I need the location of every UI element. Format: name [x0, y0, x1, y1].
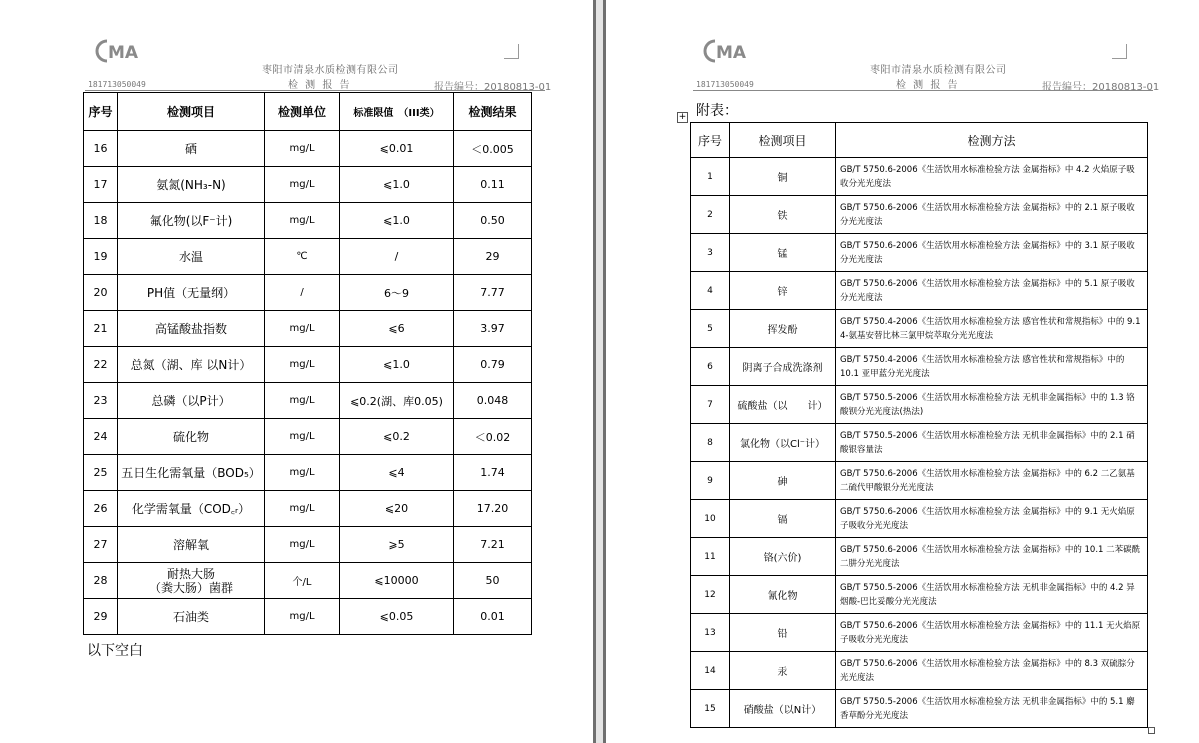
- cell-unit: mg/L: [265, 203, 340, 239]
- cell-no: 14: [691, 652, 730, 690]
- cell-no: 7: [691, 386, 730, 424]
- header-limit: 标准限值 （III类）: [340, 93, 454, 131]
- document-page-right: [606, 0, 1199, 743]
- cell-result: 50: [454, 563, 532, 599]
- cell-no: 8: [691, 424, 730, 462]
- cell-item: 挥发酚: [730, 310, 836, 348]
- cell-no: 9: [691, 462, 730, 500]
- cell-method: GB/T 5750.4-2006《生活饮用水标准检验方法 感官性状和常规指标》中的 10.1 亚甲蓝分光光度法: [836, 348, 1148, 386]
- table-row: [84, 455, 532, 491]
- cell-method: GB/T 5750.6-2006《生活饮用水标准检验方法 金属指标》中的 8.3 双硫腙分光光度法: [836, 652, 1148, 690]
- cell-item: 水温: [118, 239, 265, 275]
- cell-item: 铁: [730, 196, 836, 234]
- cell-limit: /: [340, 239, 454, 275]
- table-row: [691, 196, 1148, 234]
- cell-limit: ⩽1.0: [340, 347, 454, 383]
- cell-item: 溶解氧: [118, 527, 265, 563]
- cell-no: 29: [84, 599, 118, 635]
- cell-result: ＜0.02: [454, 419, 532, 455]
- cell-no: 18: [84, 203, 118, 239]
- cell-item: 铬(六价): [730, 538, 836, 576]
- table-row: [84, 599, 532, 635]
- page-gutter: [596, 0, 603, 743]
- table-row: [84, 167, 532, 203]
- cell-item: 硒: [118, 131, 265, 167]
- table-row: [691, 386, 1148, 424]
- cell-no: 3: [691, 234, 730, 272]
- header-item: 检测项目: [118, 93, 265, 131]
- cell-unit: mg/L: [265, 491, 340, 527]
- table-row: [691, 690, 1148, 728]
- cell-unit: mg/L: [265, 383, 340, 419]
- cell-result: 0.048: [454, 383, 532, 419]
- cell-result: 7.77: [454, 275, 532, 311]
- cell-unit: mg/L: [265, 167, 340, 203]
- cell-no: 28: [84, 563, 118, 599]
- table-row: [691, 348, 1148, 386]
- cell-no: 11: [691, 538, 730, 576]
- table-row: [691, 576, 1148, 614]
- cell-limit: ⩽4: [340, 455, 454, 491]
- table-row: [691, 158, 1148, 196]
- header-result: 检测结果: [454, 93, 532, 131]
- cell-item: 总氮（湖、库 以N计）: [118, 347, 265, 383]
- cell-unit: mg/L: [265, 419, 340, 455]
- cell-item: 氟化物(以F⁻计): [118, 203, 265, 239]
- cell-limit: ⩽0.2: [340, 419, 454, 455]
- table-row: [691, 310, 1148, 348]
- table-row: [84, 131, 532, 167]
- cell-item: 耐热大肠 （粪大肠）菌群: [118, 563, 265, 599]
- cell-result: 17.20: [454, 491, 532, 527]
- cell-method: GB/T 5750.6-2006《生活饮用水标准检验方法 金属指标》中的 11.1 无火焰原子吸收分光光度法: [836, 614, 1148, 652]
- cell-unit: mg/L: [265, 455, 340, 491]
- table-row: [691, 500, 1148, 538]
- cell-result: 7.21: [454, 527, 532, 563]
- results-table: [83, 92, 532, 635]
- document-page-left: [0, 0, 593, 743]
- table-row: [691, 652, 1148, 690]
- cell-item: 高锰酸盐指数: [118, 311, 265, 347]
- table-row: [84, 563, 532, 599]
- cell-item: 锌: [730, 272, 836, 310]
- cell-no: 2: [691, 196, 730, 234]
- page-corner-mark: [504, 44, 519, 59]
- cell-item: 化学需氧量（COD꜀ᵣ）: [118, 491, 265, 527]
- cell-no: 15: [691, 690, 730, 728]
- cell-no: 21: [84, 311, 118, 347]
- header-rule: [693, 90, 1153, 91]
- cell-result: 29: [454, 239, 532, 275]
- table-row: [84, 527, 532, 563]
- cell-item: 镉: [730, 500, 836, 538]
- table-row: [691, 272, 1148, 310]
- cell-method: GB/T 5750.5-2006《生活饮用水标准检验方法 无机非金属指标》中的 4.2 异烟酸-巴比妥酸分光光度法: [836, 576, 1148, 614]
- cell-unit: mg/L: [265, 599, 340, 635]
- cell-limit: ⩽6: [340, 311, 454, 347]
- cell-item: 总磷（以P计）: [118, 383, 265, 419]
- cell-limit: ⩽0.05: [340, 599, 454, 635]
- table-move-handle-icon[interactable]: +: [678, 112, 687, 122]
- cell-no: 27: [84, 527, 118, 563]
- table-row: [84, 419, 532, 455]
- cell-result: 0.01: [454, 599, 532, 635]
- header-no: 序号: [84, 93, 118, 131]
- cell-limit: ⩾5: [340, 527, 454, 563]
- cell-method: GB/T 5750.6-2006《生活饮用水标准检验方法 金属指标》中的 10.1 二苯碳酰二肼分光光度法: [836, 538, 1148, 576]
- cell-limit: ⩽10000: [340, 563, 454, 599]
- cell-no: 25: [84, 455, 118, 491]
- cell-limit: ⩽1.0: [340, 203, 454, 239]
- cell-limit: ⩽20: [340, 491, 454, 527]
- cell-unit: /: [265, 275, 340, 311]
- cell-result: 1.74: [454, 455, 532, 491]
- cell-result: ＜0.005: [454, 131, 532, 167]
- header-no: 序号: [691, 123, 730, 158]
- cell-item: 砷: [730, 462, 836, 500]
- serial-number: 181713050049: [696, 80, 754, 89]
- cell-method: GB/T 5750.6-2006《生活饮用水标准检验方法 金属指标》中的 5.1 原子吸收分光光度法: [836, 272, 1148, 310]
- cell-item: PH值（无量纲）: [118, 275, 265, 311]
- cell-item: 硝酸盐（以N计）: [730, 690, 836, 728]
- methods-table: [690, 122, 1148, 728]
- cell-result: 0.11: [454, 167, 532, 203]
- report-title: 检 测 报 告: [896, 80, 960, 91]
- cell-unit: mg/L: [265, 131, 340, 167]
- table-row: [84, 275, 532, 311]
- cell-unit: mg/L: [265, 347, 340, 383]
- cell-unit: mg/L: [265, 527, 340, 563]
- report-title: 检 测 报 告: [288, 80, 352, 91]
- cell-method: GB/T 5750.6-2006《生活饮用水标准检验方法 金属指标》中的 3.1 原子吸收分光光度法: [836, 234, 1148, 272]
- cell-unit: ℃: [265, 239, 340, 275]
- cell-item: 氨氮(NH₃-N): [118, 167, 265, 203]
- cell-no: 26: [84, 491, 118, 527]
- cell-no: 4: [691, 272, 730, 310]
- blank-below-note: 以下空白: [87, 643, 143, 659]
- cell-limit: ⩽0.01: [340, 131, 454, 167]
- cell-no: 23: [84, 383, 118, 419]
- table-row: [691, 538, 1148, 576]
- table-row: [691, 424, 1148, 462]
- cell-method: GB/T 5750.5-2006《生活饮用水标准检验方法 无机非金属指标》中的 2.1 硝酸银容量法: [836, 424, 1148, 462]
- cell-no: 12: [691, 576, 730, 614]
- cell-item: 硫化物: [118, 419, 265, 455]
- cell-no: 6: [691, 348, 730, 386]
- cell-result: 0.50: [454, 203, 532, 239]
- cell-result: 0.79: [454, 347, 532, 383]
- cell-limit: ⩽0.2(湖、库0.05): [340, 383, 454, 419]
- company-name: 枣阳市清泉水质检测有限公司: [262, 65, 399, 76]
- serial-number: 181713050049: [88, 80, 146, 89]
- table-row: [84, 311, 532, 347]
- svg-text:MA: MA: [716, 43, 747, 63]
- header-unit: 检测单位: [265, 93, 340, 131]
- cell-no: 13: [691, 614, 730, 652]
- table-row: [84, 347, 532, 383]
- table-row: [84, 491, 532, 527]
- cell-no: 24: [84, 419, 118, 455]
- cell-item: 氯化物（以Cl⁻计）: [730, 424, 836, 462]
- cell-item: 铜: [730, 158, 836, 196]
- table-row: [691, 462, 1148, 500]
- svg-text:MA: MA: [108, 43, 139, 63]
- header-rule: [85, 90, 545, 91]
- table-row: [84, 239, 532, 275]
- cell-item: 阴离子合成洗涤剂: [730, 348, 836, 386]
- cell-item: 汞: [730, 652, 836, 690]
- cell-method: GB/T 5750.6-2006《生活饮用水标准检验方法 金属指标》中的 6.2 二乙氨基二硫代甲酸银分光光度法: [836, 462, 1148, 500]
- appendix-title: 附表：: [696, 103, 738, 119]
- cell-item: 五日生化需氧量（BOD₅）: [118, 455, 265, 491]
- cell-method: GB/T 5750.4-2006《生活饮用水标准检验方法 感官性状和常规指标》中的 9.1 4-氨基安替比林三氯甲烷萃取分光光度法: [836, 310, 1148, 348]
- cell-method: GB/T 5750.6-2006《生活饮用水标准检验方法 金属指标》中 4.2 火焰原子吸收分光光度法: [836, 158, 1148, 196]
- cell-item: 石油类: [118, 599, 265, 635]
- cell-item: 锰: [730, 234, 836, 272]
- cell-no: 16: [84, 131, 118, 167]
- cell-no: 19: [84, 239, 118, 275]
- table-row: [84, 383, 532, 419]
- cell-no: 22: [84, 347, 118, 383]
- cell-method: GB/T 5750.6-2006《生活饮用水标准检验方法 金属指标》中的 2.1 原子吸收分光光度法: [836, 196, 1148, 234]
- cell-limit: 6～9: [340, 275, 454, 311]
- table-row: [691, 614, 1148, 652]
- cma-logo: [94, 38, 146, 63]
- cell-no: 10: [691, 500, 730, 538]
- cell-unit: mg/L: [265, 311, 340, 347]
- cell-item: 铅: [730, 614, 836, 652]
- header-method: 检测方法: [836, 123, 1148, 158]
- cell-unit: 个/L: [265, 563, 340, 599]
- header-item: 检测项目: [730, 123, 836, 158]
- company-name: 枣阳市清泉水质检测有限公司: [870, 65, 1007, 76]
- cell-limit: ⩽1.0: [340, 167, 454, 203]
- report-number: 报告编号：20180813-01: [1042, 82, 1160, 93]
- report-number: 报告编号：20180813-01: [434, 82, 552, 93]
- cell-no: 17: [84, 167, 118, 203]
- cell-no: 1: [691, 158, 730, 196]
- cell-method: GB/T 5750.5-2006《生活饮用水标准检验方法 无机非金属指标》中的 1.3 铬酸钡分光光度法(热法): [836, 386, 1148, 424]
- table-resize-handle[interactable]: [1148, 727, 1155, 734]
- cell-no: 20: [84, 275, 118, 311]
- cell-result: 3.97: [454, 311, 532, 347]
- page-corner-mark: [1112, 44, 1127, 59]
- cell-method: GB/T 5750.6-2006《生活饮用水标准检验方法 金属指标》中的 9.1 无火焰原子吸收分光光度法: [836, 500, 1148, 538]
- cell-item: 氰化物: [730, 576, 836, 614]
- cell-no: 5: [691, 310, 730, 348]
- cell-method: GB/T 5750.5-2006《生活饮用水标准检验方法 无机非金属指标》中的 5.1 麝香草酚分光光度法: [836, 690, 1148, 728]
- cell-item: 硫酸盐（以 计）: [730, 386, 836, 424]
- table-row: [84, 203, 532, 239]
- cma-logo: [702, 38, 754, 63]
- table-row: [691, 234, 1148, 272]
